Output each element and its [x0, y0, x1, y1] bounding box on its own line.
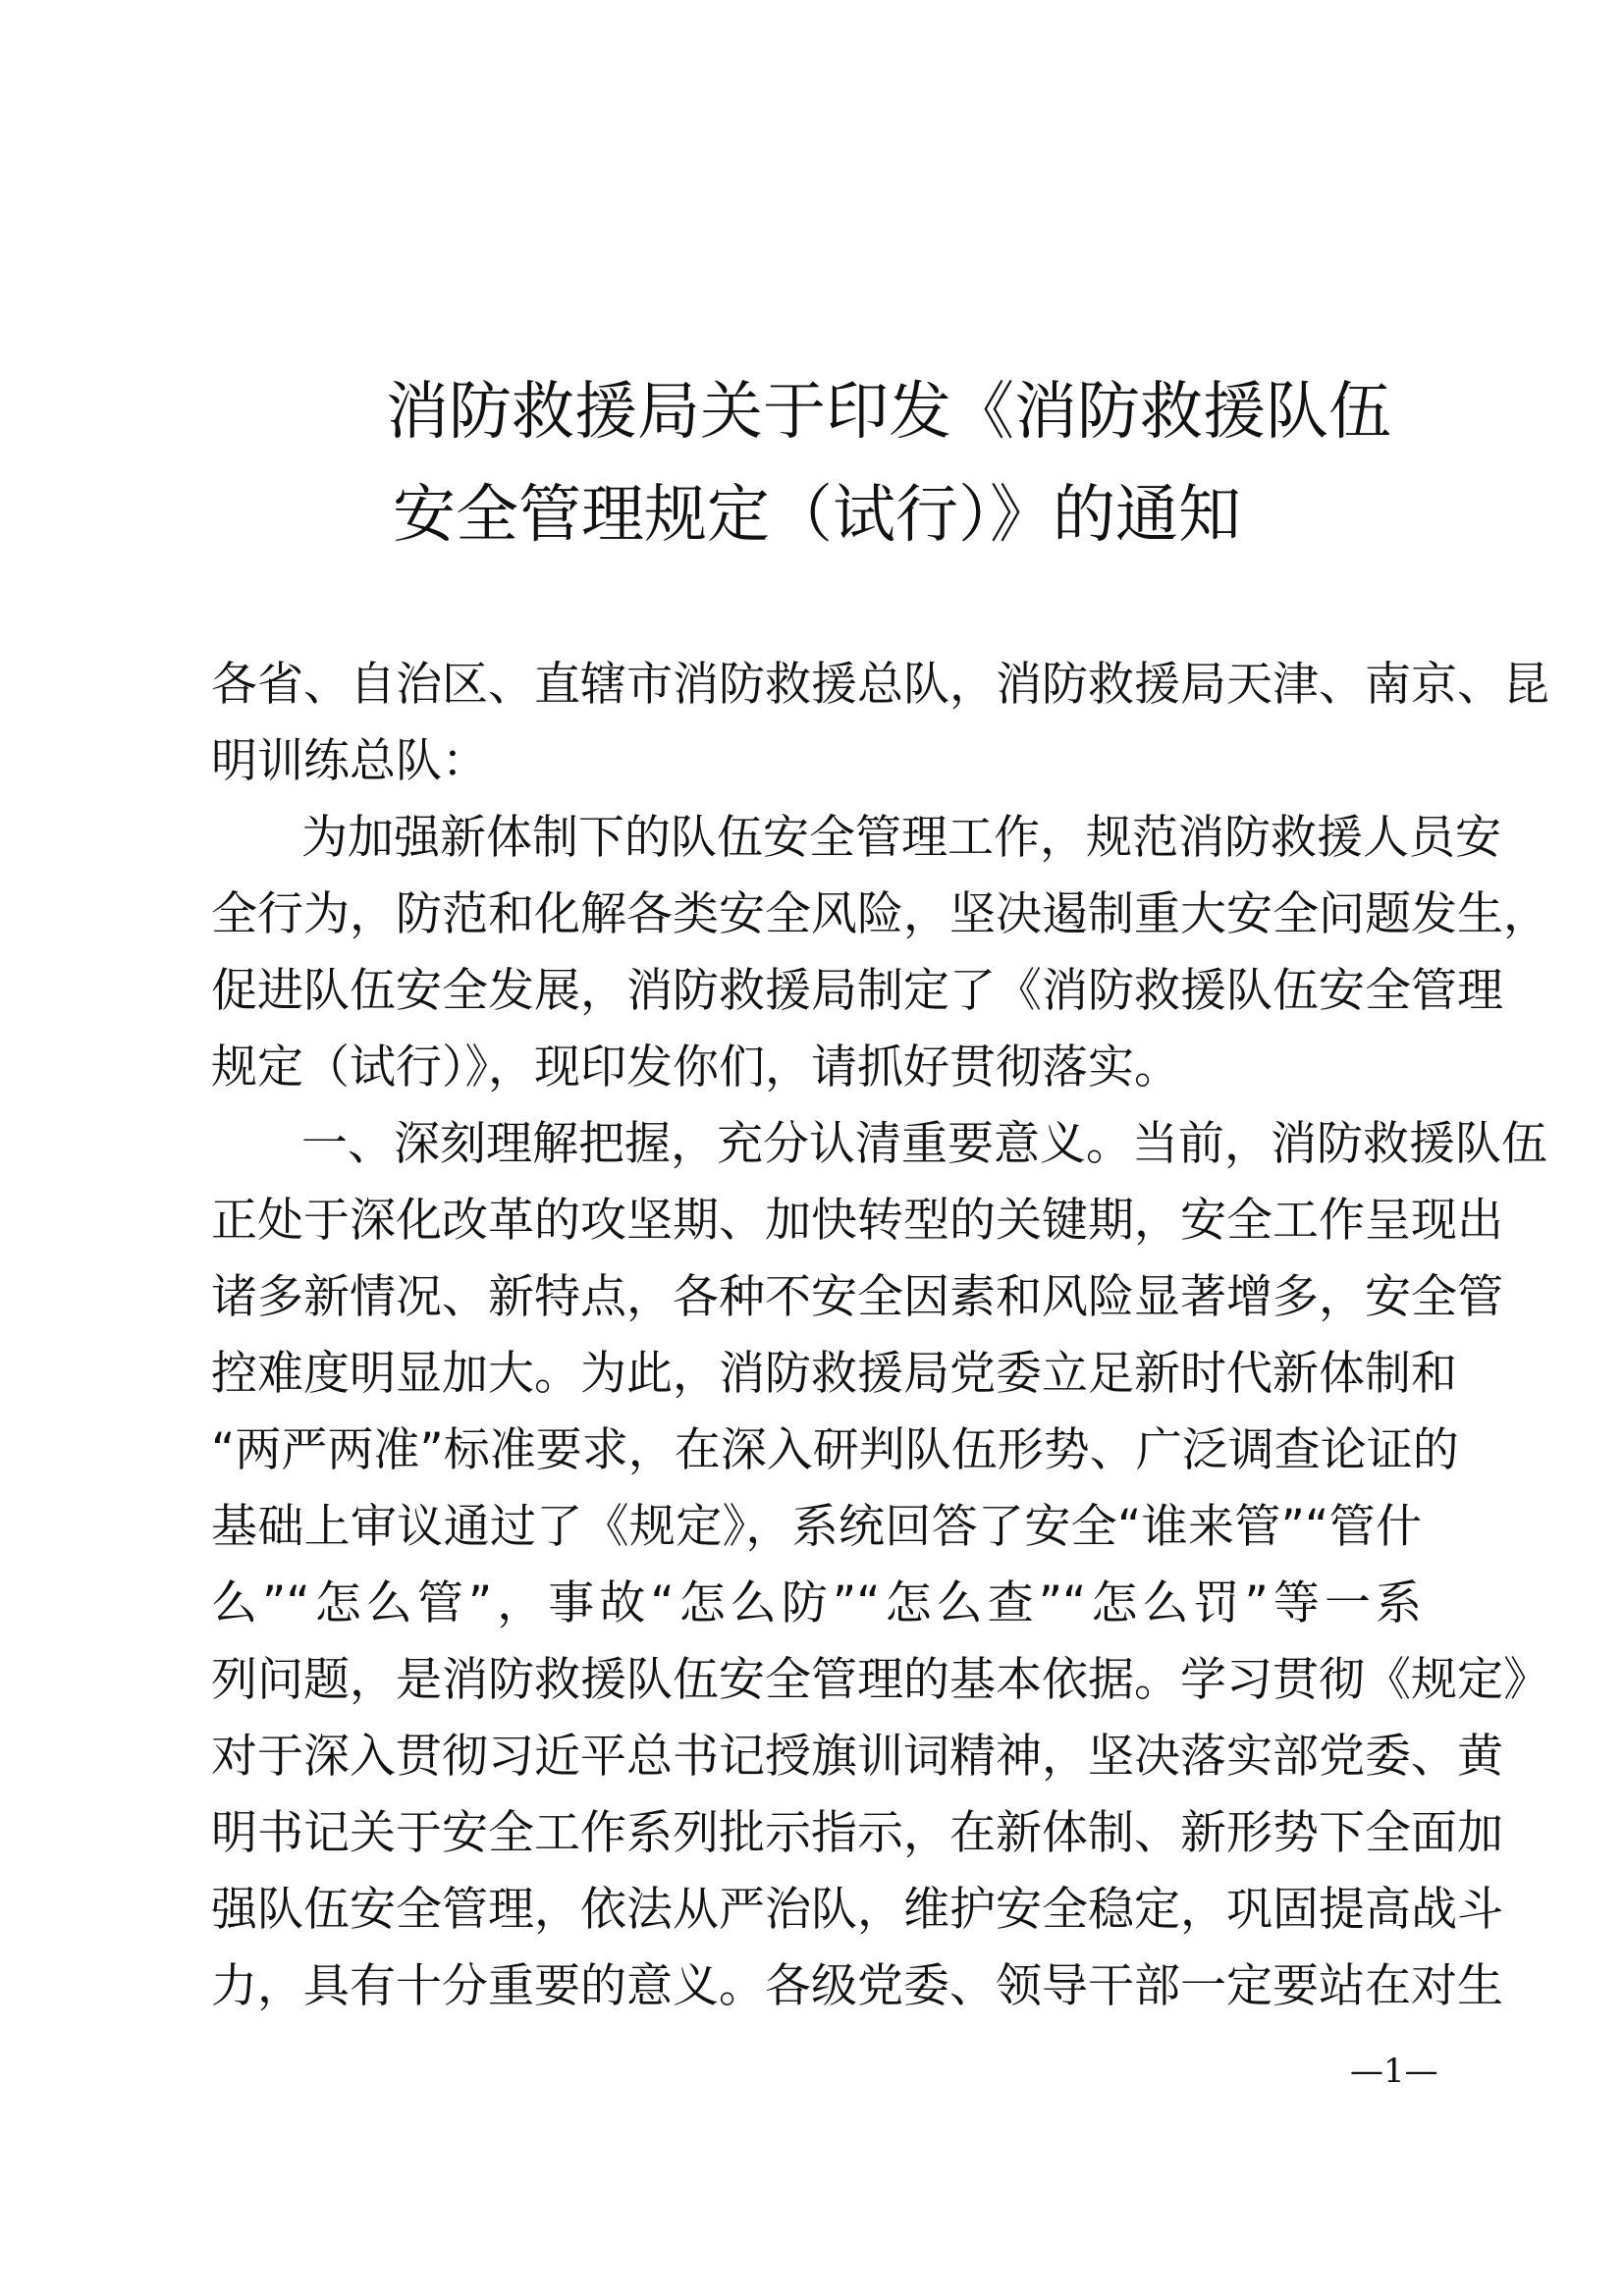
paragraph-line: 明书记关于安全工作系列批示指示，在新体制、新形势下全面加 — [211, 1806, 1503, 1860]
paragraph-line: 为加强新体制下的队伍安全管理工作，规范消防救援人员安 — [301, 811, 1501, 865]
paragraph-line: 促进队伍安全发展，消防救援局制定了《消防救援队伍安全管理 — [211, 964, 1503, 1018]
addressee-line: 明训练总队： — [211, 734, 488, 788]
addressee-line: 各省、自治区、直辖市消防救援总队，消防救援局天津、南京、昆 — [211, 658, 1549, 712]
document-title-line-2: 安全管理规定（试行）》的通知 — [393, 479, 1241, 552]
paragraph-line: 对于深入贯彻习近平总书记授旗训词精神，坚决落实部党委、黄 — [211, 1730, 1503, 1784]
document-title-line-1: 消防救援局关于印发《消防救援队伍 — [386, 376, 1391, 449]
paragraph-line: 诸多新情况、新特点，各种不安全因素和风险显著增多，安全管 — [211, 1270, 1503, 1324]
page-number: —1— — [1350, 2052, 1438, 2091]
paragraph-line: 规定（试行）》，现印发你们，请抓好贯彻落实。 — [211, 1041, 1180, 1095]
paragraph-line: 列问题，是消防救援队伍安全管理的基本依据。学习贯彻《规定》 — [211, 1653, 1549, 1707]
paragraph-line: 正处于深化改革的攻坚期、加快转型的关键期，安全工作呈现出 — [211, 1194, 1503, 1248]
paragraph-line: 么”“怎么管”，事故“怎么防”“怎么查”“怎么罚”等一系 — [211, 1576, 1422, 1630]
paragraph-line: “两严两准”标准要求，在深入研判队伍形势、广泛调查论证的 — [211, 1423, 1459, 1477]
document-body — [211, 647, 1549, 2025]
paragraph-line: 一、深刻理解把握，充分认清重要意义。当前，消防救援队伍 — [301, 1117, 1547, 1171]
paragraph-line: 力，具有十分重要的意义。各级党委、领导干部一定要站在对生 — [211, 1959, 1503, 2013]
paragraph-line: 控难度明显加大。为此，消防救援局党委立足新时代新体制和 — [211, 1347, 1457, 1401]
paragraph-line: 全行为，防范和化解各类安全风险，坚决遏制重大安全问题发生， — [211, 887, 1549, 941]
paragraph-line: 基础上审议通过了《规定》，系统回答了安全“谁来管”“管什 — [211, 1500, 1422, 1554]
paragraph-line: 强队伍安全管理，依法从严治队，维护安全稳定，巩固提高战斗 — [211, 1883, 1503, 1937]
